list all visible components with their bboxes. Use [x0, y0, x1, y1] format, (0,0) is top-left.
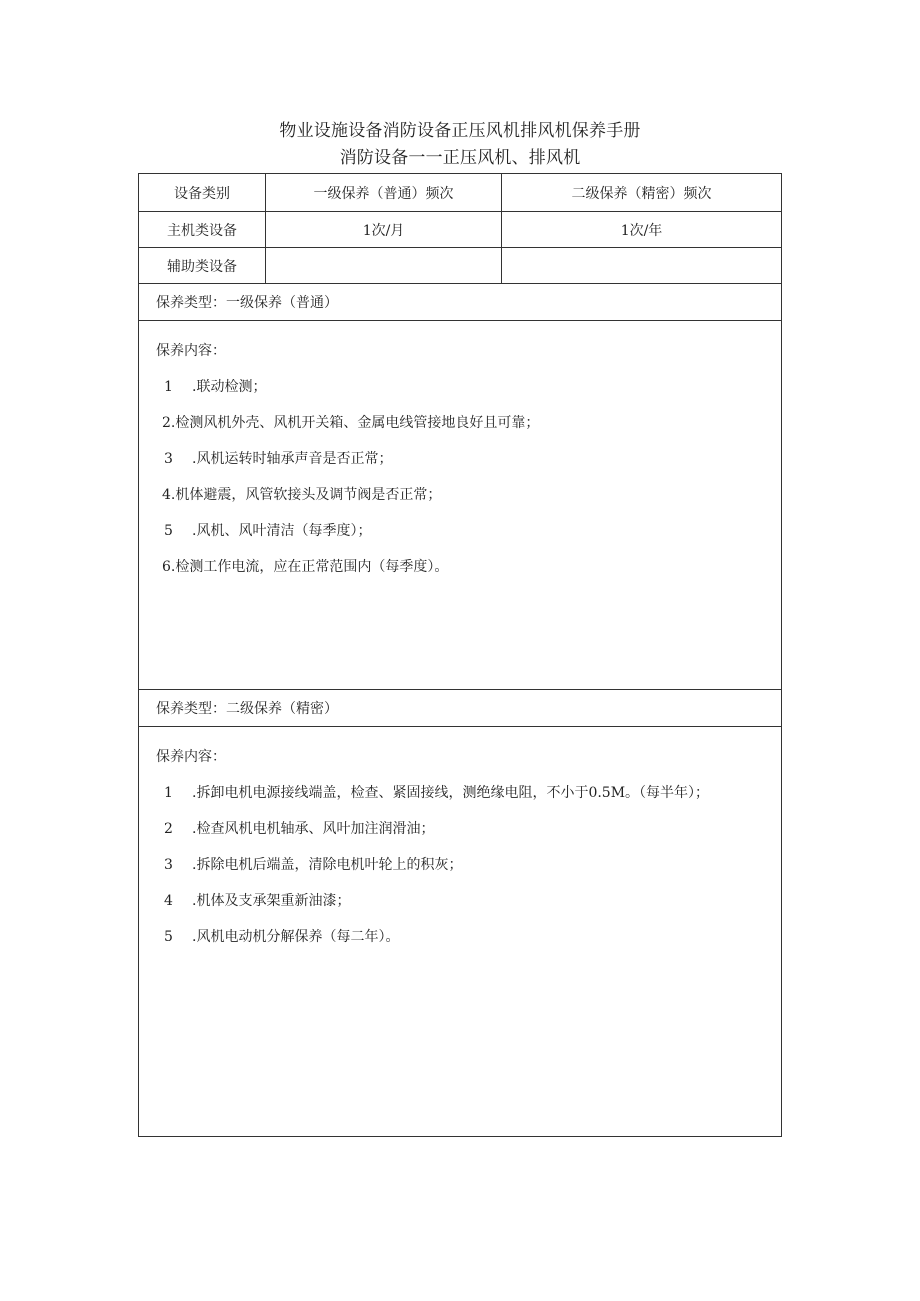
table-row	[139, 212, 782, 248]
item-number: 3	[164, 857, 173, 873]
item-number: 2	[164, 821, 173, 837]
category-cell: 主机类设备	[139, 212, 266, 248]
item-text: .机体及支承架重新油漆；	[192, 893, 351, 909]
header-equipment-category: 设备类别	[139, 174, 266, 212]
header-level1-frequency: 一级保养（普通）频次	[266, 174, 502, 212]
list-item	[156, 927, 781, 947]
section2-type-label: 保养类型：二级保养（精密）	[139, 690, 782, 727]
level2-frequency-cell: 1次/年	[502, 212, 782, 248]
section1-type-row	[139, 284, 782, 321]
section2-content-label: 保养内容：	[156, 749, 226, 765]
item-number: 5	[164, 523, 173, 539]
item-number: 2	[162, 415, 171, 431]
category-cell: 辅助类设备	[139, 248, 266, 284]
list-item	[156, 819, 781, 839]
item-text: .风机电动机分解保养（每二年）。	[192, 929, 400, 945]
list-item	[156, 449, 781, 469]
level2-frequency-cell	[502, 248, 782, 284]
document-title: 物业设施设备消防设备正压风机排风机保养手册	[279, 121, 641, 141]
item-text: .风机、风叶清洁（每季度）；	[192, 523, 372, 539]
item-number: 3	[164, 451, 173, 467]
table-header-row	[139, 174, 782, 212]
item-text: .风机运转时轴承声音是否正常；	[192, 451, 393, 467]
list-item	[156, 413, 781, 433]
section1-type-label: 保养类型：一级保养（普通）	[139, 284, 782, 321]
item-text: .拆卸电机电源接线端盖，检查、紧固接线，测绝缘电阻，不小于0.5M。（每半年）；	[192, 785, 710, 801]
list-item	[156, 521, 781, 541]
item-number: 1	[164, 379, 173, 395]
section1-content-cell	[139, 321, 782, 690]
list-item	[156, 557, 781, 577]
item-text: .检查风机电机轴承、风叶加注润滑油；	[192, 821, 435, 837]
item-text: .检测风机外壳、风机开关箱、金属电线管接地良好且可靠；	[170, 415, 540, 431]
level1-frequency-cell	[266, 248, 502, 284]
section1-content-row	[139, 321, 782, 690]
maintenance-table	[138, 173, 782, 1137]
list-item	[156, 377, 781, 397]
item-text: .拆除电机后端盖，清除电机叶轮上的积灰；	[192, 857, 463, 873]
item-number: 5	[164, 929, 173, 945]
list-item	[156, 485, 781, 505]
table-row	[139, 248, 782, 284]
list-item	[156, 855, 781, 875]
item-text: .联动检测；	[192, 379, 267, 395]
level1-frequency-cell: 1次/月	[266, 212, 502, 248]
item-number: 4	[164, 893, 173, 909]
section1-content-label: 保养内容：	[156, 343, 226, 359]
document-title-block	[0, 118, 920, 172]
header-level2-frequency: 二级保养（精密）频次	[502, 174, 782, 212]
item-number: 4	[162, 487, 171, 503]
document-subtitle: 消防设备一一正压风机、排风机	[339, 148, 581, 168]
item-number: 6	[162, 559, 171, 575]
item-text: .机体避震，风管软接头及调节阀是否正常；	[170, 487, 442, 503]
list-item	[156, 783, 781, 803]
item-text: .检测工作电流，应在正常范围内（每季度）。	[170, 559, 449, 575]
section2-content-cell	[139, 727, 782, 1137]
list-item	[156, 891, 781, 911]
item-number: 1	[164, 785, 173, 801]
section2-content-row	[139, 727, 782, 1137]
section2-type-row	[139, 690, 782, 727]
